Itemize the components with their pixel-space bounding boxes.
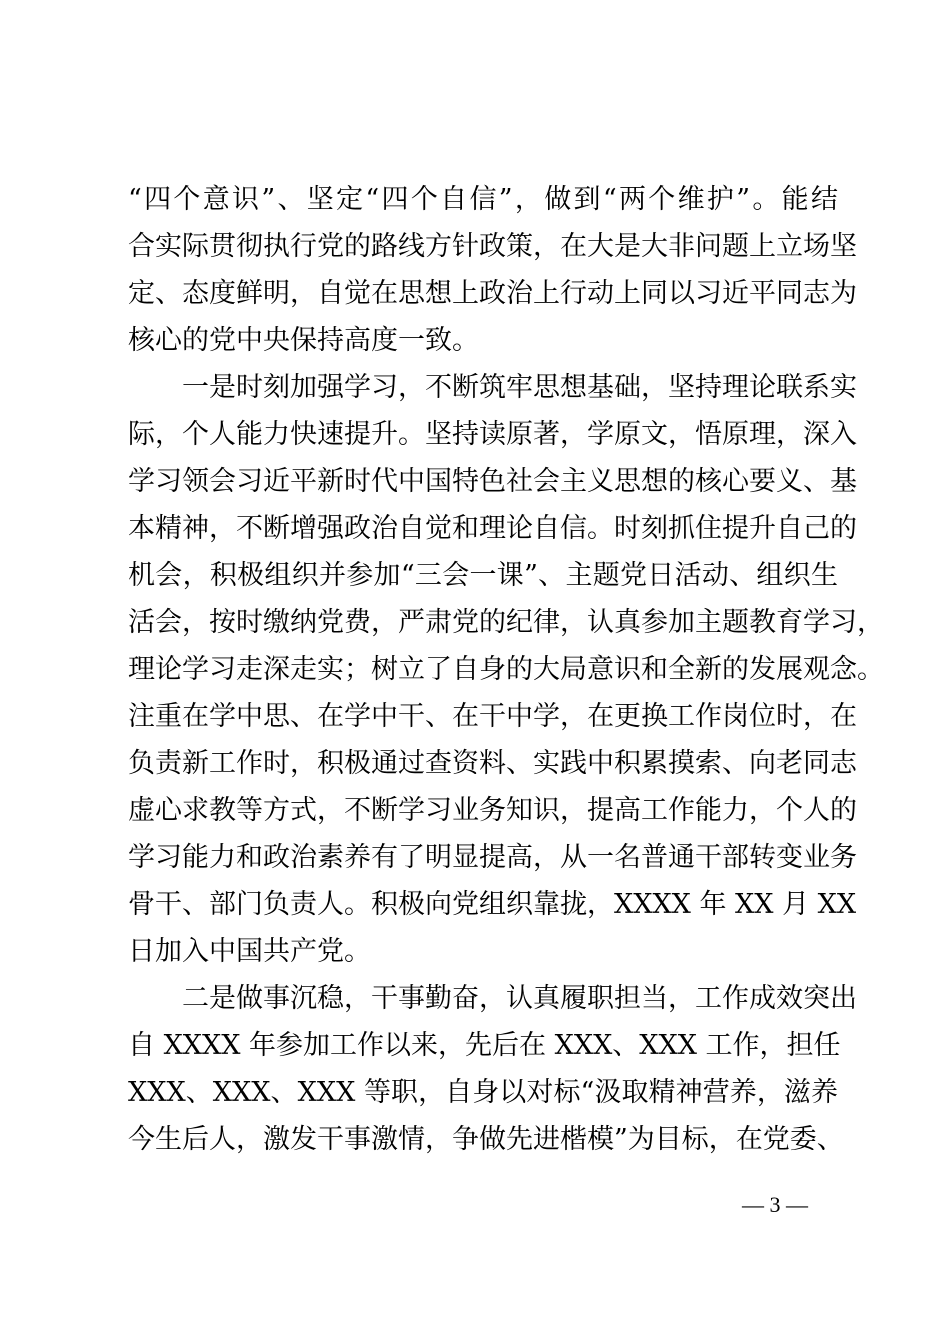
paragraph-3-line-1: 二是做事沉稳，干事勤奋，认真履职担当，工作成效突出: [182, 983, 857, 1014]
paragraph-2-line-2: 际，个人能力快速提升。坚持读原著，学原文，悟原理，深入: [128, 419, 857, 450]
paragraph-3-line-3: XXX、XXX、XXX 等职，自身以对标“汲取精神营养，滋养: [128, 1077, 838, 1108]
paragraph-2-line-5: 机会，积极组织并参加“三会一课”、主题党日活动、组织生: [128, 560, 838, 591]
paragraph-2-line-9: 负责新工作时，积极通过查资料、实践中积累摸索、向老同志: [128, 748, 857, 779]
paragraph-3-line-4: 今生后人，激发干事激情，争做先进楷模”为目标，在党委、: [128, 1124, 844, 1155]
paragraph-1-line-1: “四个意识”、坚定“四个自信”，做到“两个维护”。能结: [128, 184, 838, 215]
paragraph-3-line-2: 自 XXXX 年参加工作以来，先后在 XXX、XXX 工作，担任: [128, 1030, 841, 1061]
paragraph-1-line-2: 合实际贯彻执行党的路线方针政策，在大是大非问题上立场坚: [128, 231, 857, 262]
paragraph-2-line-4: 本精神，不断增强政治自觉和理论自信。时刻抓住提升自己的: [128, 513, 857, 544]
paragraph-2-line-1: 一是时刻加强学习，不断筑牢思想基础，坚持理论联系实: [182, 372, 857, 403]
paragraph-2-line-11: 学习能力和政治素养有了明显提高，从一名普通干部转变业务: [128, 842, 857, 873]
paragraph-1-line-3: 定、态度鲜明，自觉在思想上政治上行动上同以习近平同志为: [128, 278, 857, 309]
paragraph-2-line-13: 日加入中国共产党。: [128, 936, 371, 967]
paragraph-2-line-10: 虚心求教等方式，不断学习业务知识，提高工作能力，个人的: [128, 795, 857, 826]
paragraph-1-line-4: 核心的党中央保持高度一致。: [128, 325, 479, 356]
page-number: — 3 —: [742, 1192, 808, 1217]
paragraph-2-line-12: 骨干、部门负责人。积极向党组织靠拢，XXXX 年 XX 月 XX: [128, 889, 857, 920]
paragraph-2-line-3: 学习领会习近平新时代中国特色社会主义思想的核心要义、基: [128, 466, 857, 497]
paragraph-2-line-6: 活会，按时缴纳党费，严肃党的纪律，认真参加主题教育学习，: [128, 607, 884, 638]
paragraph-2-line-8: 注重在学中思、在学中干、在干中学，在更换工作岗位时，在: [128, 701, 857, 732]
paragraph-2-line-7: 理论学习走深走实；树立了自身的大局意识和全新的发展观念。: [128, 654, 884, 685]
